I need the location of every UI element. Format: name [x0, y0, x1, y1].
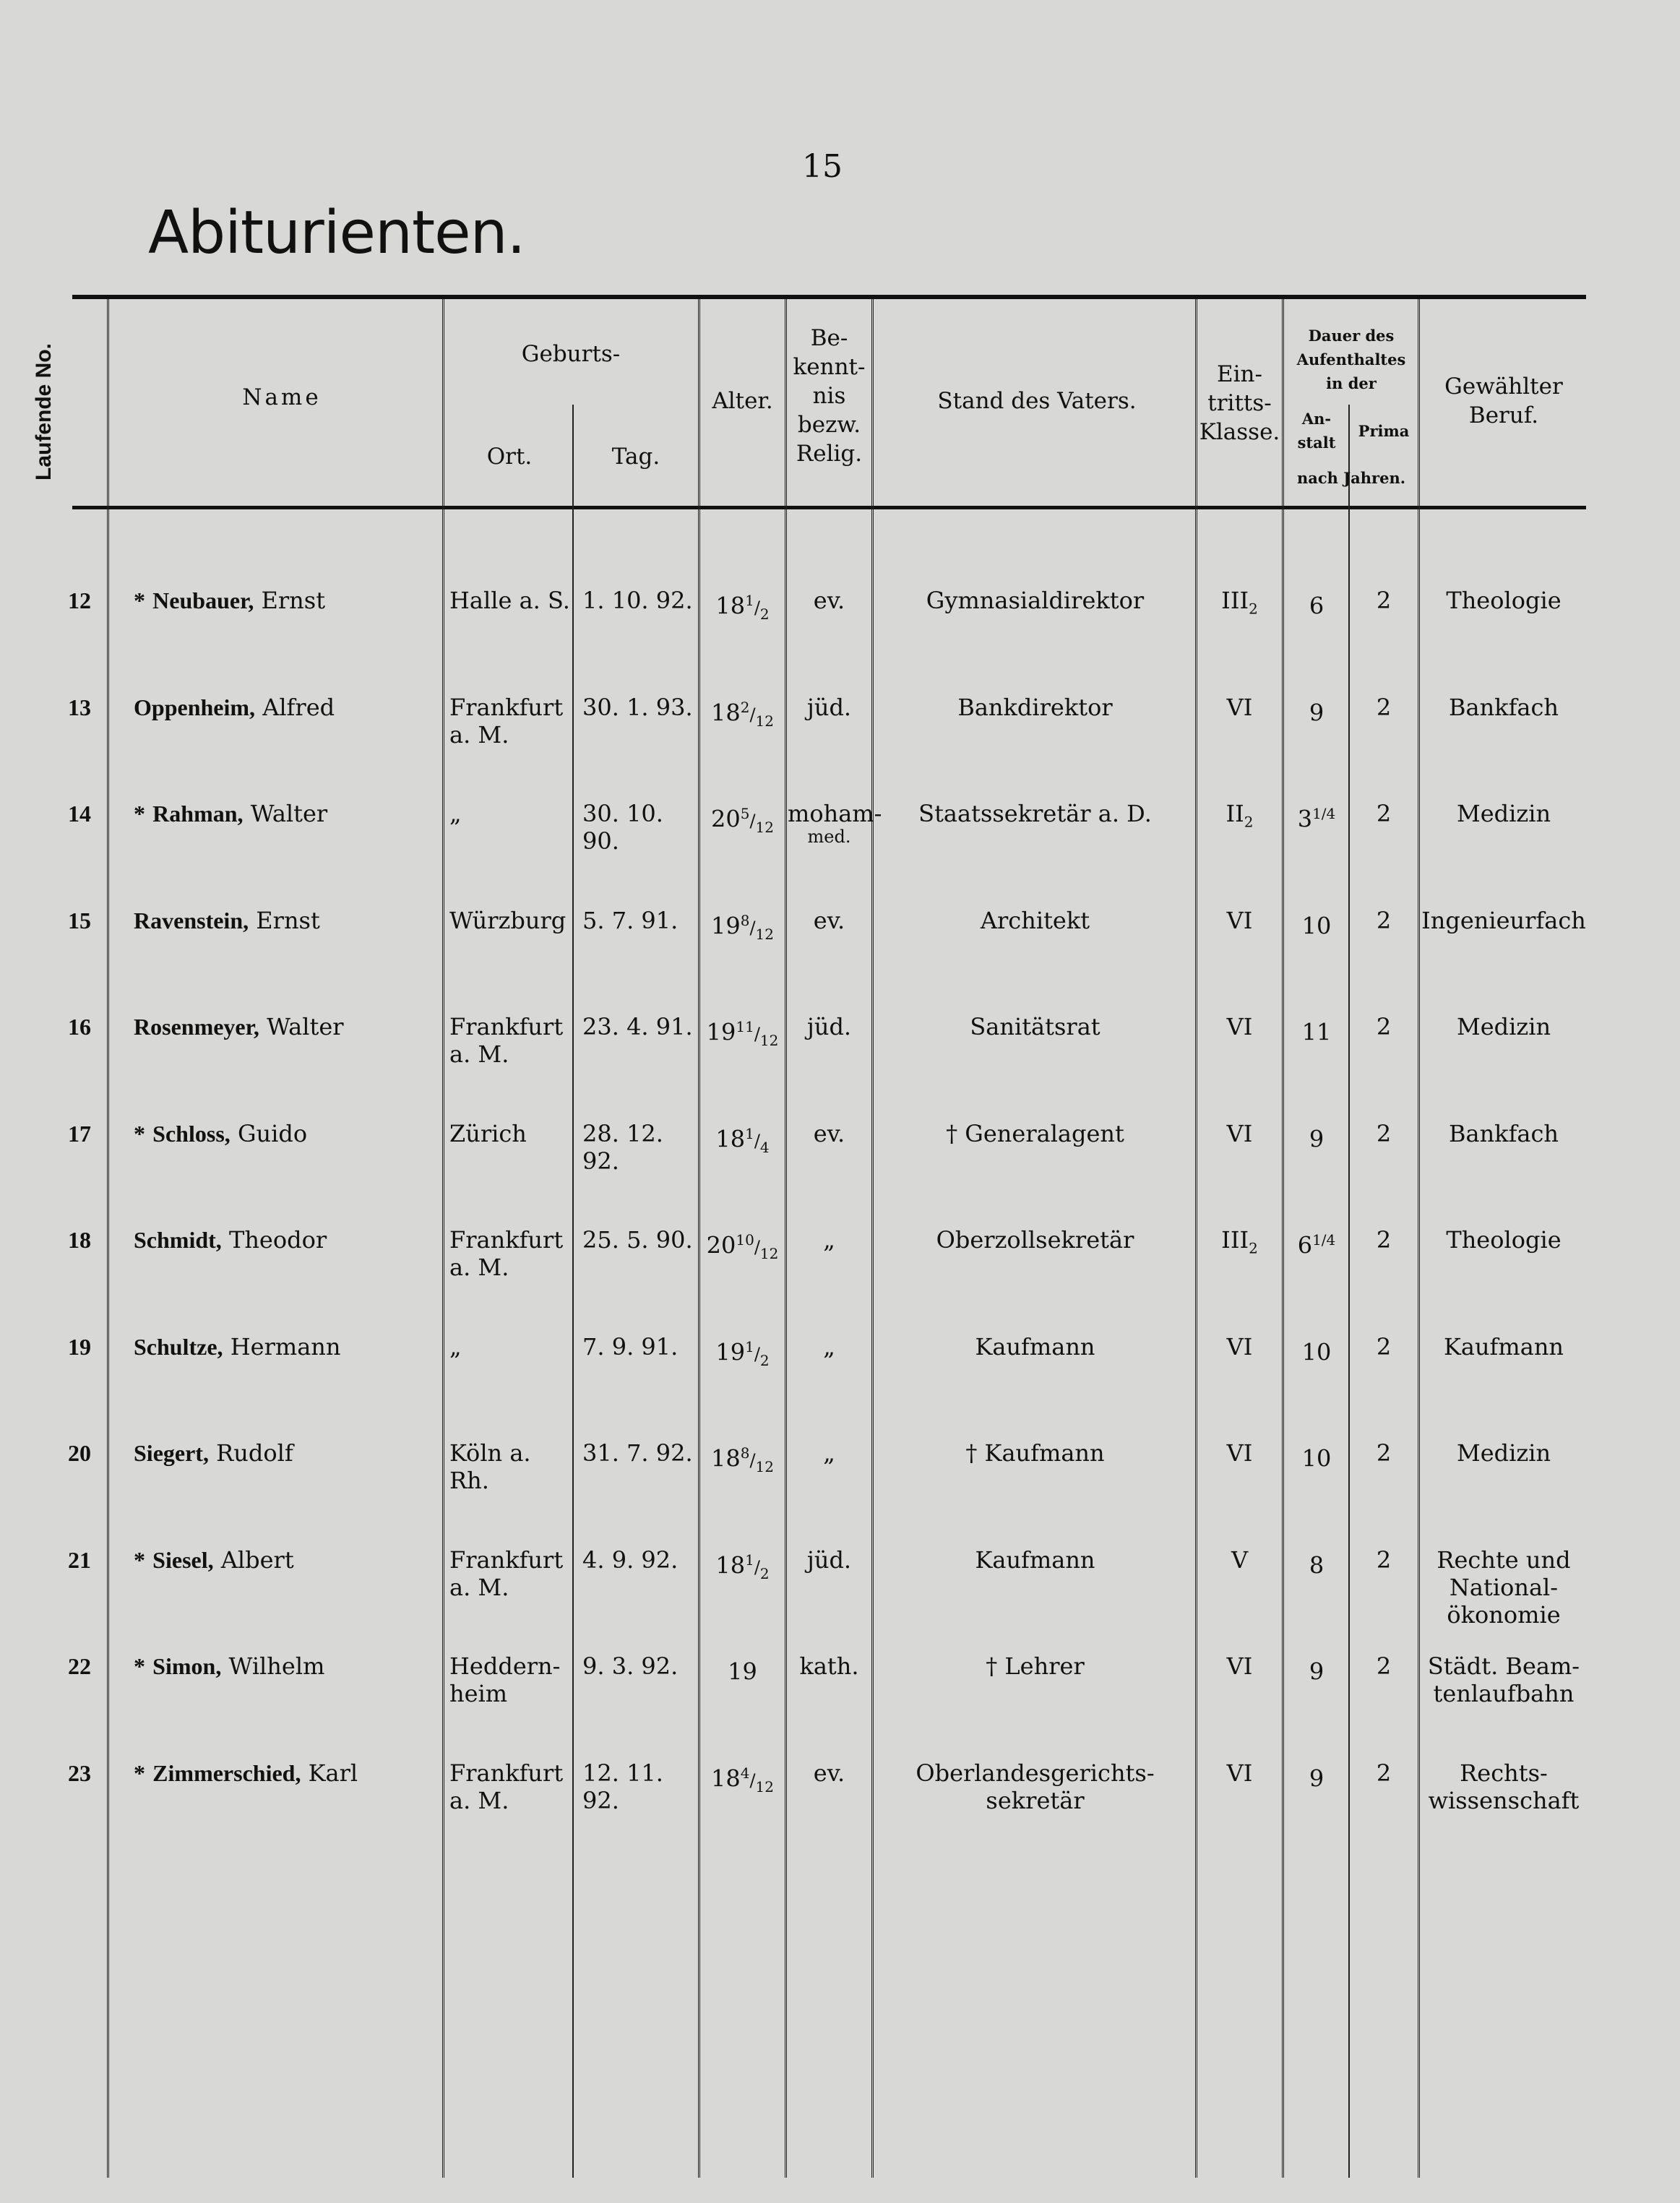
cell-beruf: Kaufmann	[1443, 1332, 1564, 1361]
cell-beruf: Theologie	[1446, 1226, 1561, 1254]
surname: Simon,	[152, 1653, 222, 1679]
cell-religion: „	[823, 1332, 835, 1361]
first-name: Walter	[250, 800, 328, 827]
cell-alter: $18^4/_{12}$	[711, 1764, 774, 1795]
cell-religion: jüd.	[806, 1013, 852, 1040]
header-nach-jahren: nach Jahren.	[1296, 469, 1406, 487]
cell-klasse: $III_2$	[1221, 1226, 1258, 1257]
cell-alter: $18^8/_{12}$	[711, 1444, 774, 1476]
cell-klasse: VI	[1226, 1759, 1253, 1787]
cell-beruf: Medizin	[1456, 1439, 1551, 1467]
cell-ort: Frankfurt a. M.	[449, 1226, 564, 1281]
cell-name	[134, 907, 437, 934]
star-marker: *	[134, 1759, 145, 1786]
cell-alter: $19^1/_2$	[715, 1337, 770, 1369]
cell-tag: 25. 5. 90.	[582, 1226, 693, 1254]
cell-beruf: Bankfach	[1448, 693, 1559, 721]
cell-ort: Heddern- heim	[449, 1652, 561, 1707]
cell-stand: † Lehrer	[986, 1652, 1085, 1680]
cell-klasse: VI	[1226, 693, 1253, 721]
cell-klasse: $III_2$	[1221, 587, 1258, 618]
first-name: Karl	[308, 1759, 358, 1787]
cell-tag: 23. 4. 91.	[582, 1013, 693, 1040]
header-ort: Ort.	[486, 444, 533, 470]
cell-alter: $18^1/_2$	[715, 1551, 770, 1582]
cell-stand: Gymnasialdirektor	[926, 587, 1145, 614]
surname: Siesel,	[152, 1546, 214, 1573]
cell-religion: moham- med.	[788, 800, 882, 847]
star-marker: *	[134, 587, 145, 613]
cell-beruf: Medizin	[1456, 1013, 1551, 1040]
cell-name	[134, 1759, 437, 1787]
cell-name	[134, 694, 437, 721]
cell-no: 18	[68, 1227, 91, 1253]
table-top-rule	[72, 295, 1586, 299]
cell-tag: 7. 9. 91.	[582, 1332, 679, 1361]
star-marker: *	[134, 1120, 145, 1147]
table-row	[0, 1546, 1680, 1633]
table-row	[0, 1439, 1680, 1526]
cell-name	[134, 1439, 437, 1467]
cell-alter: $18^1/_4$	[715, 1124, 770, 1156]
surname: Rahman,	[152, 801, 244, 827]
header-dauer: Dauer des Aufenthaltes in der	[1296, 327, 1406, 392]
cell-alter: $19^{11}/_{12}$	[706, 1018, 779, 1050]
first-name: Ernst	[256, 906, 320, 934]
cell-no: 14	[68, 801, 91, 827]
first-name: Walter	[267, 1013, 344, 1040]
cell-tag: 5. 7. 91.	[582, 906, 679, 934]
cell-name	[134, 800, 437, 827]
cell-alter: $20^{10}/_{12}$	[706, 1231, 779, 1263]
cell-tag: 31. 7. 92.	[582, 1439, 693, 1467]
cell-name	[134, 1226, 437, 1254]
cell-stand: Kaufmann	[975, 1545, 1095, 1574]
cell-no: 21	[68, 1546, 91, 1573]
cell-ort: Zürich	[449, 1119, 527, 1147]
cell-ort: Frankfurt a. M.	[449, 1013, 564, 1068]
cell-beruf: Städt. Beam- tenlaufbahn	[1427, 1652, 1580, 1707]
table-row	[0, 1652, 1680, 1739]
cell-klasse: VI	[1226, 1332, 1253, 1361]
cell-prima: 2	[1376, 1652, 1392, 1680]
cell-tag: 1. 10. 92.	[582, 587, 693, 614]
cell-ort: „	[449, 1332, 462, 1361]
header-eintrittsklasse: Ein- tritts- Klasse.	[1199, 361, 1280, 445]
header-bottom-rule	[72, 506, 1586, 509]
cell-anstalt: 9	[1309, 1657, 1324, 1686]
cell-anstalt: 11	[1301, 1018, 1332, 1046]
cell-anstalt: 9	[1309, 699, 1324, 727]
cell-no: 12	[68, 587, 91, 613]
surname: Zimmerschied,	[152, 1759, 301, 1786]
cell-no: 16	[68, 1014, 91, 1040]
cell-stand: Sanitätsrat	[970, 1013, 1100, 1040]
header-prima: Prima	[1358, 422, 1410, 440]
cell-prima: 2	[1376, 587, 1392, 614]
cell-name	[134, 1333, 437, 1361]
cell-name	[134, 1120, 437, 1147]
cell-prima: 2	[1376, 693, 1392, 721]
cell-alter: $18^2/_{12}$	[711, 698, 774, 730]
surname: Rosenmeyer,	[134, 1014, 259, 1040]
cell-no: 23	[68, 1759, 91, 1786]
header-beruf: Gewählter Beruf.	[1444, 374, 1563, 428]
cell-tag: 12. 11. 92.	[582, 1759, 663, 1814]
cell-stand: Oberlandesgerichts- sekretär	[916, 1759, 1155, 1814]
cell-stand: † Generalagent	[946, 1119, 1124, 1147]
cell-anstalt: 10	[1301, 1444, 1332, 1473]
cell-klasse: VI	[1226, 1652, 1253, 1680]
cell-beruf: Bankfach	[1448, 1119, 1559, 1147]
table-row	[0, 800, 1680, 887]
first-name: Guido	[237, 1119, 308, 1147]
cell-anstalt: 10	[1301, 1338, 1332, 1366]
cell-religion: „	[823, 1226, 835, 1254]
cell-ort: Frankfurt a. M.	[449, 693, 564, 749]
table-row	[0, 1013, 1680, 1100]
cell-anstalt: 8	[1309, 1551, 1324, 1579]
cell-alter: $20^5/_{12}$	[711, 805, 774, 837]
cell-beruf: Rechts- wissenschaft	[1428, 1759, 1580, 1814]
cell-religion: jüd.	[806, 693, 852, 721]
cell-religion: kath.	[799, 1652, 859, 1680]
table-row	[0, 907, 1680, 993]
cell-beruf: Theologie	[1446, 587, 1561, 614]
cell-prima: 2	[1376, 800, 1392, 827]
cell-klasse: $II_2$	[1225, 800, 1254, 831]
first-name: Ernst	[261, 587, 326, 614]
cell-no: 19	[68, 1333, 91, 1360]
cell-religion: jüd.	[806, 1545, 852, 1574]
table-row	[0, 694, 1680, 780]
table-row	[0, 1120, 1680, 1207]
cell-beruf: Medizin	[1456, 800, 1551, 827]
surname: Neubauer,	[152, 587, 254, 613]
cell-anstalt: 10	[1301, 912, 1332, 940]
first-name: Wilhelm	[228, 1652, 325, 1680]
cell-no: 15	[68, 907, 91, 934]
star-marker: *	[134, 1546, 145, 1573]
cell-prima: 2	[1376, 1013, 1392, 1040]
cell-anstalt: $6^{1/4}$	[1297, 1231, 1336, 1259]
cell-name	[134, 1652, 437, 1680]
cell-anstalt: 6	[1309, 592, 1324, 620]
cell-prima: 2	[1376, 1332, 1392, 1361]
first-name: Theodor	[228, 1226, 327, 1254]
cell-ort: Halle a. S.	[449, 587, 570, 614]
surname: Oppenheim,	[134, 694, 256, 720]
cell-stand: Kaufmann	[975, 1332, 1095, 1361]
cell-alter: 19	[728, 1657, 757, 1686]
cell-prima: 2	[1376, 1759, 1392, 1787]
star-marker: *	[134, 1653, 145, 1679]
cell-ort: Köln a. Rh.	[449, 1439, 531, 1494]
header-anstalt: An- stalt	[1297, 410, 1336, 452]
cell-ort: Frankfurt a. M.	[449, 1759, 564, 1814]
first-name: Rudolf	[216, 1439, 293, 1467]
cell-alter: $19^8/_{12}$	[711, 911, 774, 943]
cell-stand: Oberzollsekretär	[936, 1226, 1134, 1254]
surname: Schmidt,	[134, 1227, 222, 1253]
cell-beruf: Rechte und National- ökonomie	[1436, 1545, 1571, 1629]
cell-klasse: VI	[1226, 1439, 1253, 1467]
table-row	[0, 1333, 1680, 1420]
table-row	[0, 1226, 1680, 1313]
page-title: Abiturienten.	[148, 199, 525, 267]
cell-klasse: VI	[1226, 906, 1253, 934]
cell-anstalt: 9	[1309, 1125, 1324, 1153]
cell-stand: Staatssekretär a. D.	[918, 800, 1152, 827]
header-bekenntnis: Be- kennt- nis bezw. Relig.	[793, 325, 866, 467]
cell-no: 20	[68, 1440, 91, 1466]
cell-tag: 30. 10. 90.	[582, 800, 663, 855]
cell-religion: „	[823, 1439, 835, 1467]
cell-tag: 9. 3. 92.	[582, 1652, 679, 1680]
table-row	[0, 1759, 1680, 1846]
cell-name	[134, 1013, 437, 1040]
header-geburts: Geburts-	[521, 341, 621, 367]
cell-religion: ev.	[813, 1119, 845, 1147]
cell-prima: 2	[1376, 1119, 1392, 1147]
surname: Schultze,	[134, 1333, 223, 1360]
header-tag: Tag.	[611, 444, 660, 470]
cell-religion: ev.	[813, 906, 845, 934]
cell-klasse: VI	[1226, 1119, 1253, 1147]
first-name: Albert	[220, 1545, 294, 1574]
cell-prima: 2	[1376, 1439, 1392, 1467]
header-stand-des-vaters: Stand des Vaters.	[937, 388, 1137, 414]
star-marker: *	[134, 801, 145, 827]
cell-tag: 30. 1. 93.	[582, 693, 693, 721]
cell-ort: „	[449, 800, 462, 827]
cell-anstalt: $3^{1/4}$	[1297, 805, 1336, 833]
cell-name	[134, 1546, 437, 1574]
cell-name	[134, 587, 437, 614]
cell-ort: Frankfurt a. M.	[449, 1545, 564, 1601]
surname: Schloss,	[152, 1120, 231, 1147]
cell-klasse: V	[1231, 1545, 1249, 1574]
cell-prima: 2	[1376, 906, 1392, 934]
cell-anstalt: 9	[1309, 1764, 1324, 1793]
first-name: Alfred	[262, 693, 335, 721]
cell-prima: 2	[1376, 1226, 1392, 1254]
cell-tag: 28. 12. 92.	[582, 1119, 663, 1175]
cell-stand: Architekt	[980, 906, 1090, 934]
cell-religion: ev.	[813, 1759, 845, 1787]
cell-no: 17	[68, 1120, 91, 1147]
header-alter: Alter.	[712, 388, 773, 414]
cell-alter: $18^1/_2$	[715, 592, 770, 624]
cell-prima: 2	[1376, 1545, 1392, 1574]
table-row	[0, 587, 1680, 673]
cell-klasse: VI	[1226, 1013, 1253, 1040]
cell-stand: † Kaufmann	[965, 1439, 1105, 1467]
surname: Ravenstein,	[134, 907, 249, 934]
cell-no: 13	[68, 694, 91, 720]
cell-no: 22	[68, 1653, 91, 1679]
cell-religion: ev.	[813, 587, 845, 614]
cell-stand: Bankdirektor	[957, 693, 1113, 721]
page-number: 15	[802, 148, 843, 185]
cell-ort: Würzburg	[449, 906, 567, 934]
first-name: Hermann	[230, 1332, 341, 1361]
surname: Siegert,	[134, 1440, 209, 1466]
header-name: Name	[242, 384, 322, 410]
cell-beruf: Ingenieurfach	[1421, 906, 1586, 934]
cell-tag: 4. 9. 92.	[582, 1545, 679, 1574]
